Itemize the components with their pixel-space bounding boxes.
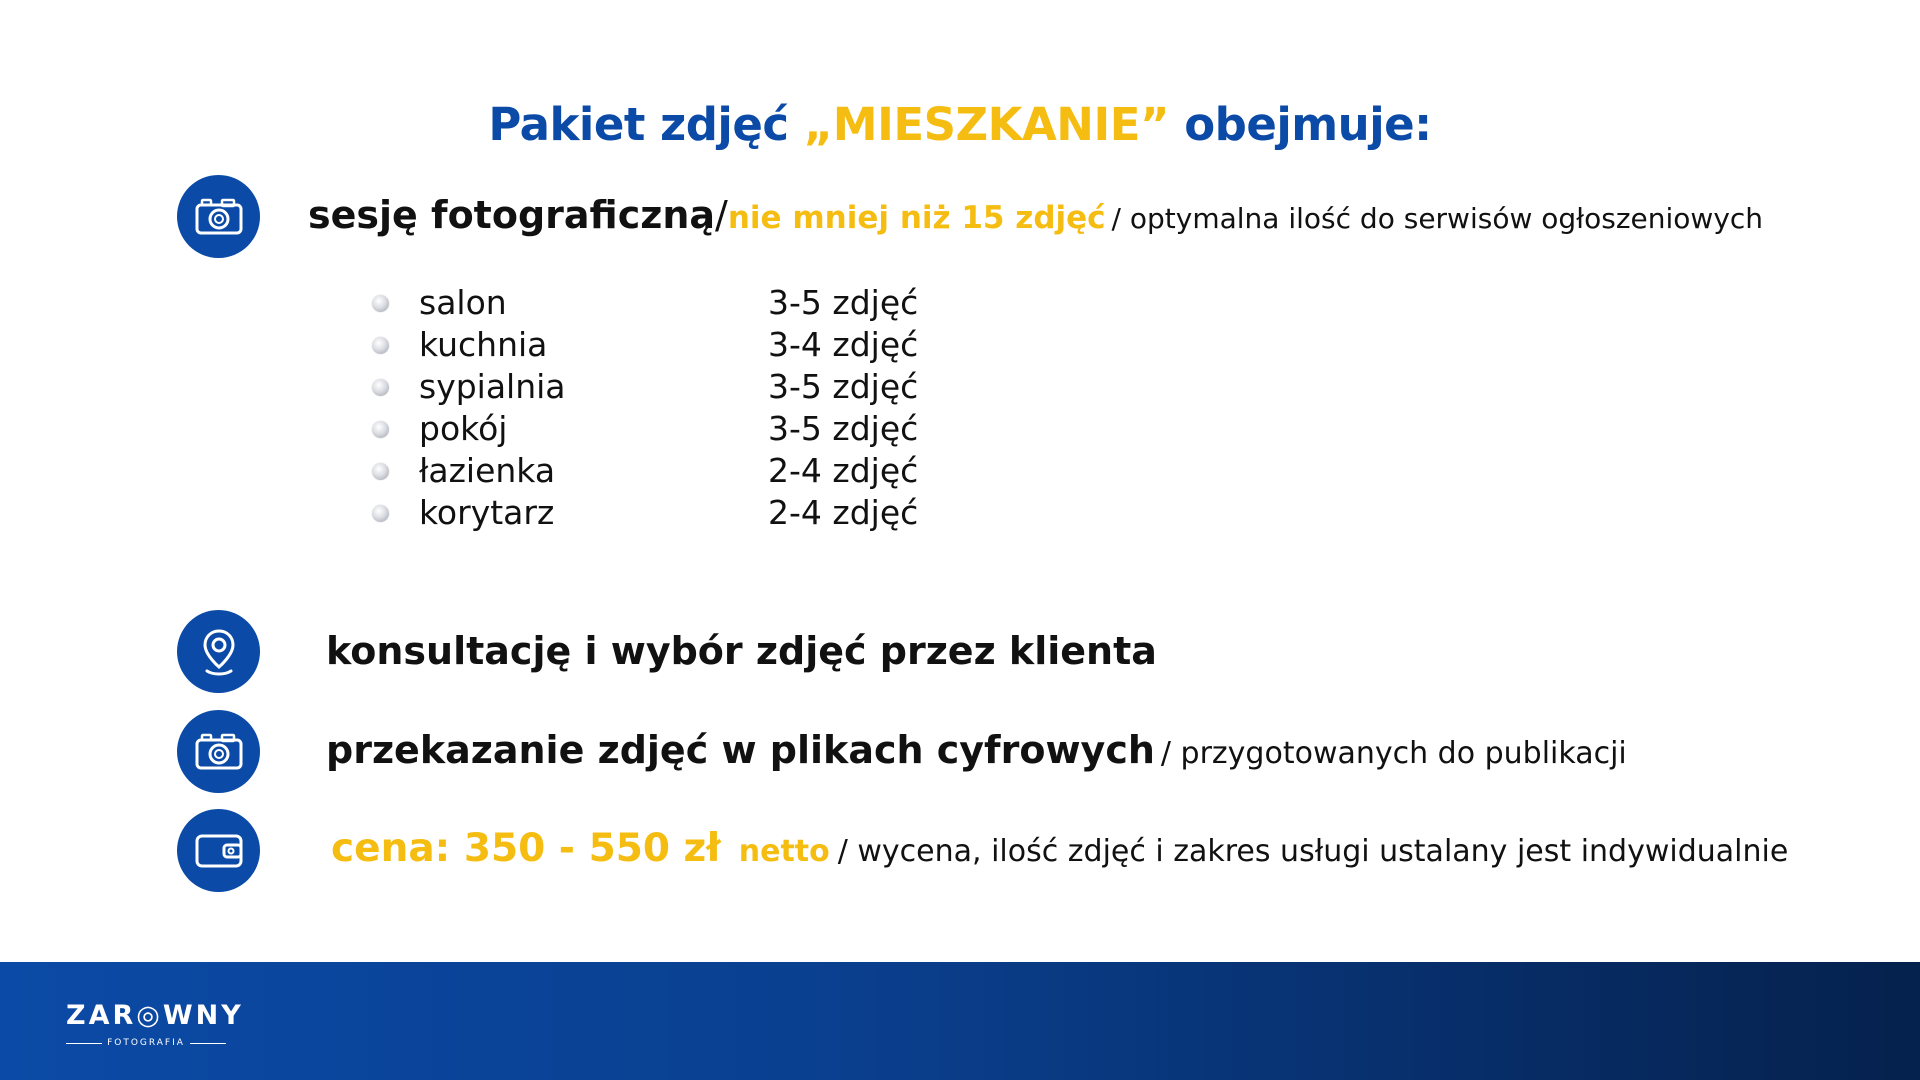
bullet-icon (372, 337, 389, 354)
session-icon-badge (177, 175, 260, 258)
room-name: sypialnia (419, 367, 566, 406)
room-count: 3-5 zdjęć (768, 409, 919, 448)
room-name: pokój (419, 409, 508, 448)
delivery-label: przekazanie zdjęć w plikach cyfrowych (326, 728, 1155, 772)
page-title (0, 98, 1920, 151)
price-range: cena: 350 - 550 zł (331, 826, 721, 871)
bullet-icon (372, 295, 389, 312)
bullet-icon (372, 421, 389, 438)
logo-wordmark: ZAR◎WNY (66, 1000, 244, 1031)
list-item (370, 493, 970, 535)
room-name: salon (419, 283, 507, 322)
list-item (370, 409, 970, 451)
list-item (370, 325, 970, 367)
list-item (370, 367, 970, 409)
room-name: korytarz (419, 493, 555, 532)
consultation-icon-badge (177, 610, 260, 693)
price-netto: netto (738, 834, 830, 869)
title-suffix: obejmuje: (1169, 98, 1432, 151)
title-highlight: „MIESZKANIE” (803, 98, 1170, 151)
item-delivery (326, 728, 1627, 772)
list-item (370, 451, 970, 493)
item-consultation (326, 629, 1157, 673)
location-pin-icon (199, 627, 239, 677)
room-name: kuchnia (419, 325, 548, 364)
delivery-note: / przygotowanych do publikacji (1160, 736, 1627, 771)
camera-icon (194, 732, 244, 772)
room-count: 2-4 zdjęć (768, 493, 919, 532)
title-prefix: Pakiet zdjęć (488, 98, 804, 151)
logo-subtitle: FOTOGRAFIA (107, 1038, 185, 1048)
footer-bar (0, 962, 1920, 1080)
room-count: 2-4 zdjęć (768, 451, 919, 490)
brand-logo (66, 998, 244, 1058)
bullet-icon (372, 379, 389, 396)
session-note: / optymalna ilość do serwisów ogłoszeniowych (1111, 202, 1764, 235)
wallet-icon (194, 832, 244, 870)
room-count: 3-4 zdjęć (768, 325, 919, 364)
bullet-icon (372, 505, 389, 522)
delivery-icon-badge (177, 710, 260, 793)
room-count: 3-5 zdjęć (768, 283, 919, 322)
camera-icon (194, 197, 244, 237)
price-note: / wycena, ilość zdjęć i zakres usługi ustalany jest indywidualnie (837, 834, 1789, 869)
room-count: 3-5 zdjęć (768, 367, 919, 406)
price-icon-badge (177, 809, 260, 892)
session-label: sesję fotograficzną (308, 193, 716, 237)
bullet-icon (372, 463, 389, 480)
logo-divider-right (190, 1043, 226, 1044)
session-min-photos: nie mniej niż 15 zdjęć (727, 200, 1106, 236)
consultation-label: konsultację i wybór zdjęć przez klienta (326, 629, 1157, 673)
list-item (370, 283, 970, 325)
item-session (308, 193, 1763, 237)
room-list (370, 283, 970, 535)
session-separator: / (715, 193, 728, 237)
item-price (331, 826, 1788, 871)
room-name: łazienka (419, 451, 556, 490)
